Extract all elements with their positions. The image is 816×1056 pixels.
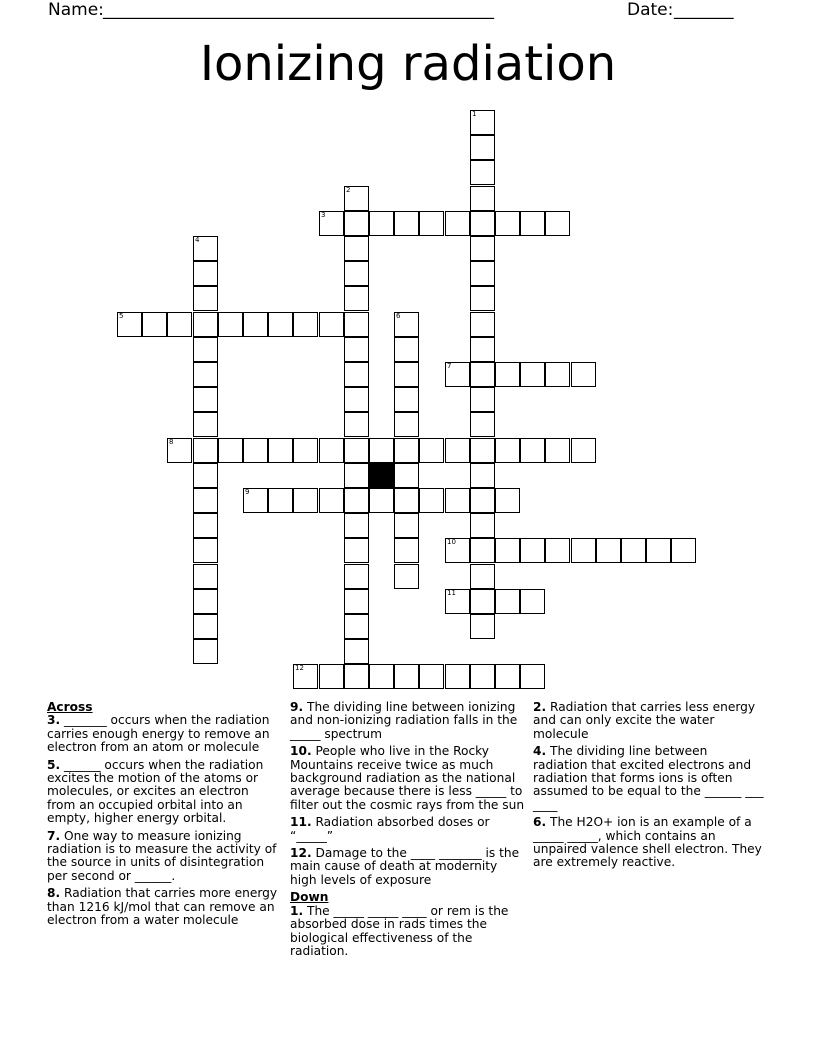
clue-down-2 (533, 701, 765, 741)
grid-cell[interactable] (419, 488, 444, 513)
grid-cell[interactable] (394, 488, 419, 513)
grid-cell[interactable] (344, 664, 369, 689)
grid-cell[interactable] (193, 412, 218, 437)
clue-across-9 (290, 701, 526, 741)
grid-cell[interactable] (268, 488, 293, 513)
grid-cell[interactable] (394, 337, 419, 362)
date-label: Date: (627, 0, 674, 20)
grid-cell[interactable] (545, 438, 570, 463)
clue-down-4 (533, 745, 765, 812)
grid-cell[interactable] (193, 488, 218, 513)
grid-cell[interactable] (394, 387, 419, 412)
down-clues-column-3 (533, 701, 765, 874)
grid-cell[interactable] (470, 513, 495, 538)
grid-cell[interactable] (344, 387, 369, 412)
clue-number: 12. (290, 846, 312, 861)
grid-cell[interactable] (369, 438, 394, 463)
clue-number: 11. (290, 815, 312, 830)
clue-across-11 (290, 816, 526, 843)
clue-number: 1. (290, 903, 304, 918)
grid-cell[interactable] (470, 463, 495, 488)
grid-cell[interactable] (470, 488, 495, 513)
grid-cell[interactable] (394, 513, 419, 538)
grid-cell[interactable] (495, 589, 520, 614)
grid-cell[interactable] (344, 186, 369, 211)
grid-cell[interactable] (369, 664, 394, 689)
grid-cell[interactable] (243, 438, 268, 463)
grid-cell[interactable] (545, 362, 570, 387)
grid-cell[interactable] (495, 664, 520, 689)
clue-number: 7. (47, 828, 61, 843)
clue-number: 3. (47, 713, 61, 728)
clue-number: 10. (290, 744, 312, 759)
grid-cell[interactable] (394, 438, 419, 463)
grid-cell[interactable] (193, 639, 218, 664)
grid-cell[interactable] (419, 211, 444, 236)
grid-cell[interactable] (545, 211, 570, 236)
clue-number-label: 3 (321, 211, 326, 219)
grid-cell[interactable] (293, 488, 318, 513)
clue-text: Radiation absorbed doses or “_____” (290, 815, 490, 843)
clue-number-label: 2 (346, 186, 351, 194)
grid-cell[interactable] (470, 438, 495, 463)
grid-cell[interactable] (218, 438, 243, 463)
clue-down-6 (533, 816, 765, 870)
name-field[interactable]: ______________________________________________ (103, 0, 494, 20)
grid-cell[interactable] (419, 438, 444, 463)
grid-cell[interactable] (319, 488, 344, 513)
grid-cell[interactable] (495, 538, 520, 563)
clue-number: 9. (290, 700, 304, 714)
grid-cell[interactable] (193, 513, 218, 538)
grid-cell[interactable] (470, 538, 495, 563)
clue-number: 5. (47, 757, 61, 772)
grid-cell[interactable] (293, 312, 318, 337)
grid-cell[interactable] (394, 362, 419, 387)
grid-cell[interactable] (445, 589, 470, 614)
clue-down-1 (290, 905, 526, 959)
grid-cell[interactable] (445, 488, 470, 513)
grid-cell[interactable] (193, 387, 218, 412)
clue-number-label: 9 (245, 488, 250, 496)
grid-cell[interactable] (470, 412, 495, 437)
grid-cell[interactable] (470, 261, 495, 286)
clue-text: One way to measure ionizing radiation is to measure the activity of the source in units of disintegration per second or ______. (47, 828, 277, 883)
grid-cell[interactable] (193, 614, 218, 639)
grid-cell[interactable] (394, 211, 419, 236)
grid-cell[interactable] (193, 564, 218, 589)
clue-across-7 (47, 830, 279, 884)
clue-number: 4. (533, 744, 547, 759)
clue-text: Radiation that carries less energy and can only excite the water molecule (533, 700, 756, 741)
grid-cell[interactable] (193, 312, 218, 337)
grid-cell[interactable] (445, 664, 470, 689)
clue-number-label: 6 (396, 312, 401, 320)
grid-cell[interactable] (344, 236, 369, 261)
clue-text: ______ occurs when the radiation excites the motion of the atoms or molecules, or excites an electron from an occupied orbital into an empty, higher energy orbital. (47, 757, 264, 826)
page-title: Ionizing radiation (199, 36, 617, 92)
grid-cell[interactable] (470, 135, 495, 160)
grid-cell[interactable] (495, 211, 520, 236)
grid-cell[interactable] (671, 538, 696, 563)
grid-cell[interactable] (369, 488, 394, 513)
grid-cell[interactable] (445, 538, 470, 563)
grid-cell[interactable] (470, 186, 495, 211)
clue-across-3 (47, 714, 279, 754)
down-heading: Down (290, 890, 329, 905)
clue-text: The dividing line between radiation that excited electrons and radiation that forms ions is often assumed to be equal to the ______ ___ ____ (533, 744, 764, 812)
grid-cell[interactable] (344, 589, 369, 614)
grid-cell[interactable] (344, 538, 369, 563)
grid-cell[interactable] (520, 589, 545, 614)
grid-cell[interactable] (470, 312, 495, 337)
clue-number-label: 8 (169, 438, 174, 446)
grid-cell[interactable] (293, 438, 318, 463)
grid-cell[interactable] (193, 236, 218, 261)
grid-cell[interactable] (470, 614, 495, 639)
grid-cell[interactable] (520, 438, 545, 463)
clue-number: 8. (47, 886, 61, 901)
clue-number-label: 7 (447, 362, 452, 370)
clue-number-label: 4 (195, 236, 200, 244)
grid-cell[interactable] (545, 538, 570, 563)
grid-cell[interactable] (520, 664, 545, 689)
grid-block (369, 463, 394, 488)
grid-cell[interactable] (344, 286, 369, 311)
clue-text: _______ occurs when the radiation carries enough energy to remove an electron from an atom or molecule (47, 713, 270, 755)
grid-cell[interactable] (621, 538, 646, 563)
grid-cell[interactable] (344, 337, 369, 362)
name-label: Name: (48, 0, 104, 20)
grid-cell[interactable] (520, 362, 545, 387)
clue-text: The _____ _____ ____ or rem is the absorbed dose in rads times the biological effectiveness of the radiation. (290, 903, 509, 958)
clue-text: People who live in the Rocky Mountains receive twice as much background radiation as the national average because there is less _____ to filter out the cosmic rays from the sun (290, 744, 525, 812)
grid-cell[interactable] (520, 211, 545, 236)
grid-cell[interactable] (520, 538, 545, 563)
grid-cell[interactable] (646, 538, 671, 563)
grid-cell[interactable] (243, 312, 268, 337)
grid-cell[interactable] (319, 664, 344, 689)
clue-number-label: 10 (447, 538, 456, 546)
grid-cell[interactable] (495, 362, 520, 387)
grid-cell[interactable] (344, 362, 369, 387)
clue-across-5 (47, 759, 279, 826)
grid-cell[interactable] (344, 564, 369, 589)
grid-cell[interactable] (268, 438, 293, 463)
grid-cell[interactable] (193, 261, 218, 286)
grid-cell[interactable] (344, 639, 369, 664)
grid-cell[interactable] (344, 488, 369, 513)
grid-cell[interactable] (394, 463, 419, 488)
grid-cell[interactable] (470, 564, 495, 589)
grid-cell[interactable] (344, 412, 369, 437)
grid-cell[interactable] (167, 312, 192, 337)
grid-cell[interactable] (344, 261, 369, 286)
grid-cell[interactable] (319, 211, 344, 236)
grid-cell[interactable] (193, 589, 218, 614)
grid-cell[interactable] (193, 463, 218, 488)
grid-cell[interactable] (470, 286, 495, 311)
grid-cell[interactable] (571, 438, 596, 463)
clue-number-label: 11 (447, 589, 456, 597)
clue-number: 6. (533, 815, 547, 830)
grid-cell[interactable] (394, 412, 419, 437)
clue-across-10 (290, 745, 526, 812)
clue-number: 2. (533, 700, 547, 714)
grid-cell[interactable] (495, 488, 520, 513)
clues-column-2 (290, 701, 526, 962)
grid-cell[interactable] (344, 463, 369, 488)
grid-cell[interactable] (193, 337, 218, 362)
grid-cell[interactable] (445, 211, 470, 236)
grid-cell[interactable] (470, 236, 495, 261)
clue-across-8 (47, 887, 279, 927)
grid-cell[interactable] (470, 387, 495, 412)
grid-cell[interactable] (394, 564, 419, 589)
grid-cell[interactable] (495, 438, 520, 463)
grid-cell[interactable] (394, 664, 419, 689)
clue-number-label: 12 (295, 664, 304, 672)
grid-cell[interactable] (470, 664, 495, 689)
clue-text: The dividing line between ionizing and non-ionizing radiation falls in the _____ spectrum (290, 700, 518, 741)
grid-cell[interactable] (419, 664, 444, 689)
clue-across-12 (290, 847, 526, 887)
grid-cell[interactable] (142, 312, 167, 337)
grid-cell[interactable] (117, 312, 142, 337)
grid-cell[interactable] (470, 589, 495, 614)
across-heading: Across (47, 700, 93, 714)
grid-cell[interactable] (344, 312, 369, 337)
grid-cell[interactable] (193, 362, 218, 387)
across-clues-column-1 (47, 701, 279, 932)
clue-text: Radiation that carries more energy than 1216 kJ/mol that can remove an electron from a water molecule (47, 886, 278, 928)
grid-cell[interactable] (470, 160, 495, 185)
grid-cell[interactable] (394, 312, 419, 337)
grid-cell[interactable] (445, 362, 470, 387)
clue-text: Damage to the ____ _______ is the main cause of death at modernity high levels of exposure (290, 846, 520, 887)
grid-cell[interactable] (344, 438, 369, 463)
clue-number-label: 1 (472, 110, 477, 118)
clue-text: The H2O+ ion is an example of a _____ _____, which contains an unpaired valence shell electron. They are extremely reactive. (533, 815, 762, 870)
grid-cell[interactable] (571, 538, 596, 563)
date-field[interactable]: _______ (674, 0, 734, 20)
clue-number-label: 5 (119, 312, 124, 320)
grid-cell[interactable] (571, 362, 596, 387)
grid-cell[interactable] (167, 438, 192, 463)
grid-cell[interactable] (394, 538, 419, 563)
grid-cell[interactable] (470, 362, 495, 387)
grid-cell[interactable] (344, 614, 369, 639)
grid-cell[interactable] (243, 488, 268, 513)
grid-cell[interactable] (445, 438, 470, 463)
grid-cell[interactable] (319, 438, 344, 463)
grid-cell[interactable] (344, 513, 369, 538)
grid-cell[interactable] (293, 664, 318, 689)
grid-cell[interactable] (193, 538, 218, 563)
grid-cell[interactable] (319, 312, 344, 337)
grid-cell[interactable] (596, 538, 621, 563)
grid-cell[interactable] (344, 211, 369, 236)
grid-cell[interactable] (470, 337, 495, 362)
grid-cell[interactable] (470, 110, 495, 135)
grid-cell[interactable] (218, 312, 243, 337)
grid-cell[interactable] (193, 286, 218, 311)
grid-cell[interactable] (268, 312, 293, 337)
grid-cell[interactable] (369, 211, 394, 236)
grid-cell[interactable] (193, 438, 218, 463)
grid-cell[interactable] (470, 211, 495, 236)
